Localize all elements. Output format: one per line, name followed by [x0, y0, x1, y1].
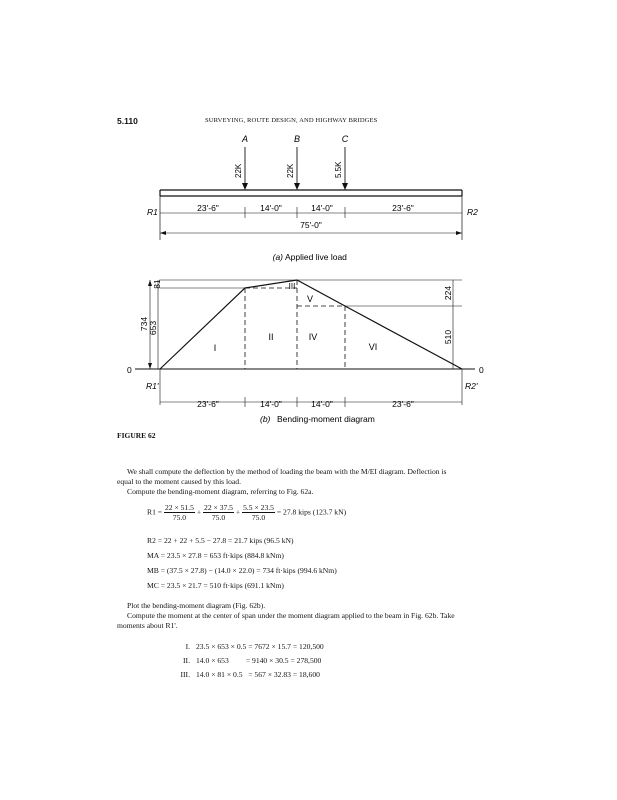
paragraph-4: Compute the moment at the center of span under the moment diagram applied to the beam in Fig. 62b. Take moments about R1'. — [117, 611, 455, 630]
equation-mc: MC = 23.5 × 21.7 = 510 ft·kips (691.1 kNm) — [147, 581, 284, 590]
reaction-r1: R1 — [147, 207, 158, 217]
caption-a-tag: (a) — [272, 252, 283, 262]
load-point-b: B — [293, 134, 301, 144]
region-vi: VI — [368, 342, 378, 352]
zero-right: 0 — [479, 365, 484, 375]
region-v: V — [306, 294, 314, 304]
b-span-3-label: 14'-0" — [311, 399, 333, 409]
equation-r2: R2 = 22 + 22 + 5.5 − 27.8 = 21.7 kips (96.5 kN) — [147, 536, 294, 545]
moment-row-2: II. 14.0 × 653 = 9140 × 30.5 = 278,500 — [183, 656, 322, 665]
span-1-label: 23'-6" — [197, 203, 219, 213]
paragraph-1: We shall compute the deflection by the method of loading the beam with the M/EI diagram. Deflection is equal to the moment caused by this load. — [117, 467, 447, 486]
region-i: I — [213, 343, 217, 353]
dim-510: 510 — [443, 329, 453, 345]
r1-term-2: $\frac{22 \times 37.5}{75.0}$ — [204, 503, 233, 522]
load-value-c: 5.5K — [334, 161, 343, 178]
total-span-label: 75'-0" — [300, 220, 322, 230]
caption-a: Applied live load — [285, 252, 347, 262]
running-title: SURVEYING, ROUTE DESIGN, AND HIGHWAY BRIDGES — [205, 117, 378, 124]
page-number: 5.110 — [117, 116, 138, 126]
equation-ma: MA = 23.5 × 27.8 = 653 ft·kips (884.8 kNm) — [147, 551, 284, 560]
load-point-a: A — [241, 134, 249, 144]
reaction-r2: R2 — [467, 207, 478, 217]
caption-b: Bending-moment diagram — [277, 414, 375, 424]
zero-left: 0 — [127, 365, 132, 375]
load-value-b: 22K — [286, 163, 295, 178]
paragraph-3: Plot the bending-moment diagram (Fig. 62b). — [127, 601, 266, 610]
region-ii: II — [268, 332, 274, 342]
reaction-r2-prime: R2' — [465, 381, 478, 391]
region-iii: III — [288, 282, 296, 291]
r1-term-1: $\frac{22 \times 51.5}{75.0}$ — [164, 503, 194, 522]
load-value-a: 22K — [234, 163, 243, 178]
b-span-4-label: 23'-6" — [392, 399, 414, 409]
dim-653: 653 — [148, 320, 158, 336]
moment-row-3: III. 14.0 × 81 × 0.5 = 567 × 32.83 = 18,600 — [180, 670, 320, 679]
span-4-label: 23'-6" — [392, 203, 414, 213]
dim-734: 734 — [139, 316, 149, 332]
r1-result: = 27.8 kips (123.7 kN) — [276, 507, 347, 517]
region-iv: IV — [308, 332, 318, 342]
span-2-label: 14'-0" — [260, 203, 282, 213]
r1-lhs: R1 = — [147, 507, 163, 517]
figure-label: FIGURE 62 — [117, 431, 156, 440]
b-span-1-label: 23'-6" — [197, 399, 219, 409]
span-3-label: 14'-0" — [311, 203, 333, 213]
dim-224: 224 — [443, 285, 453, 301]
moment-row-1: I. 23.5 × 653 × 0.5 = 7672 × 15.7 = 120,500 — [185, 642, 324, 651]
r1-term-3: $\frac{5.5 \times 23.5}{75.0}$ — [243, 503, 274, 522]
caption-b-tag: (b) — [260, 414, 271, 424]
equation-r1: R1 = $\frac{22 \times 51.5}{75.0}$ + $\frac{22 \times 37.5}{75.0}$ + $\frac{5.5 \times 23.5}{75.0}$ = 27.8 kips (123.7 kN) — [147, 503, 347, 522]
dim-81: 81 — [152, 279, 162, 289]
paragraph-2: Compute the bending-moment diagram, referring to Fig. 62a. — [127, 487, 314, 496]
reaction-r1-prime: R1' — [146, 381, 159, 391]
load-point-c: C — [341, 134, 349, 144]
equation-mb: MB = (37.5 × 27.8) − (14.0 × 22.0) = 734 ft·kips (994.6 kNm) — [147, 566, 337, 575]
b-span-2-label: 14'-0" — [260, 399, 282, 409]
